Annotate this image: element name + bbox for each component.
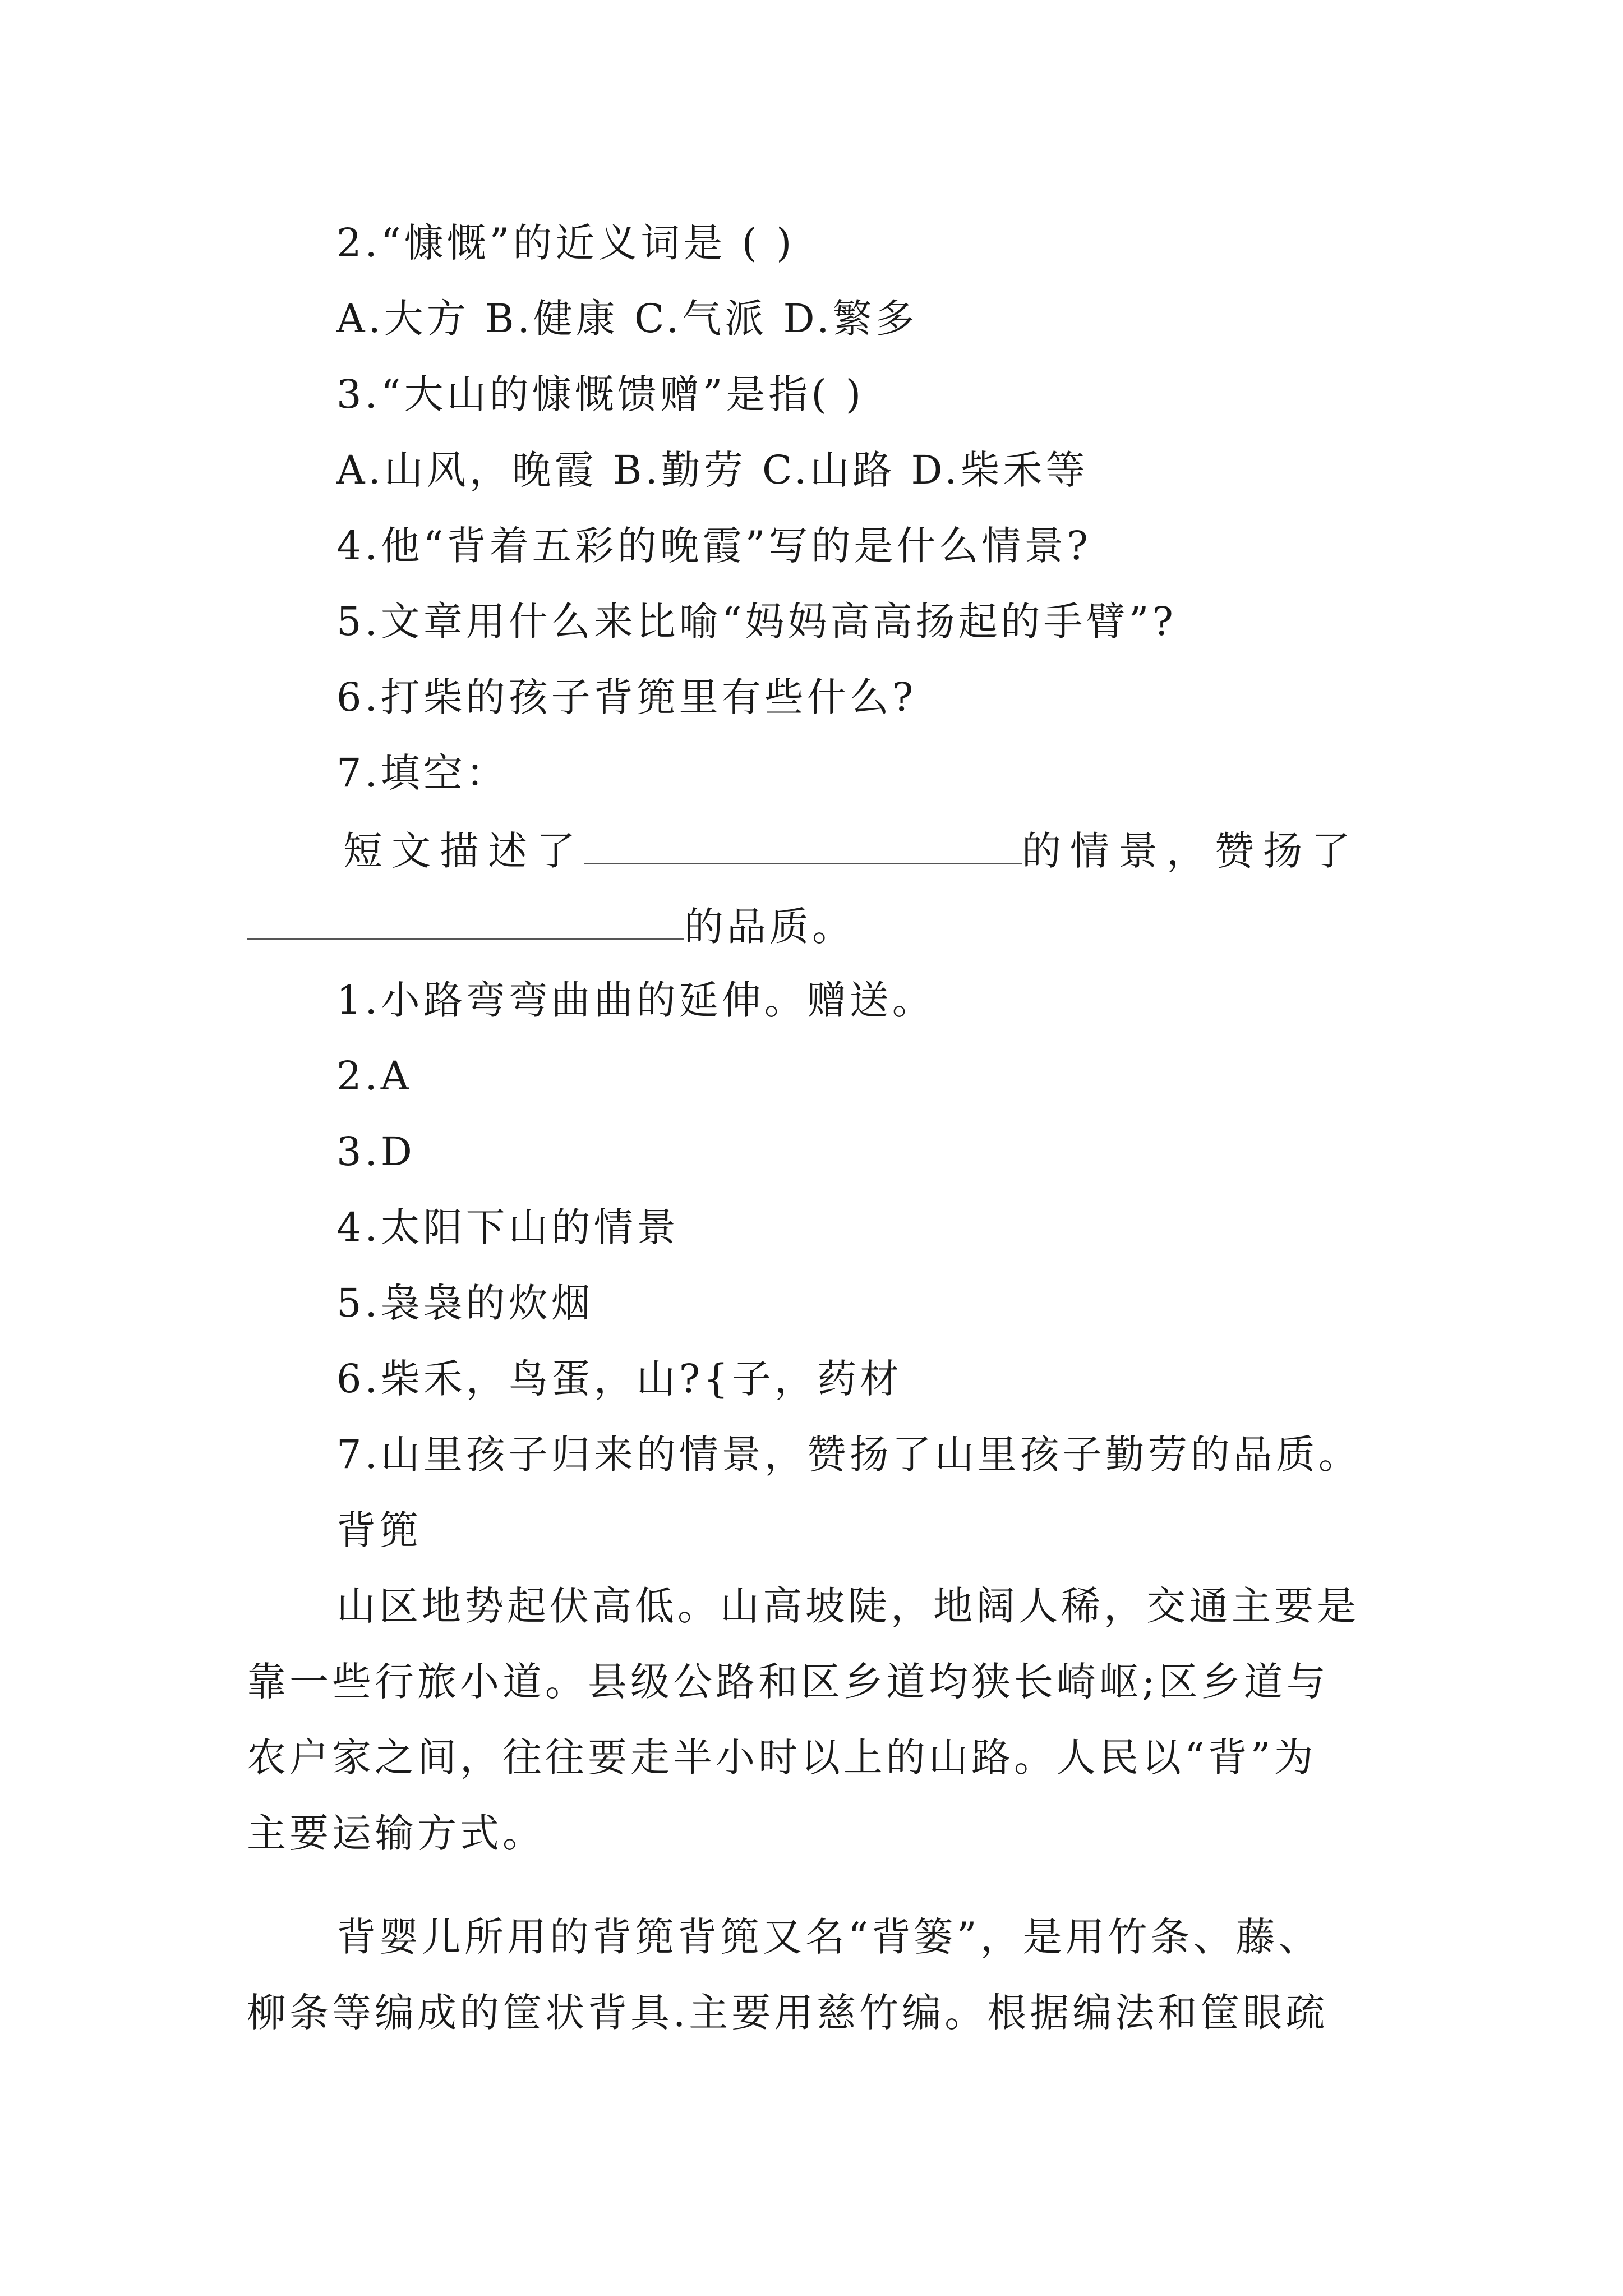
answer-5: 5.袅袅的炊烟 [336, 1280, 594, 1326]
answer-1: 1.小路弯弯曲曲的延伸。赠送。 [336, 977, 935, 1023]
question-3-options: A.山风，晚霞 B.勤劳 C.山路 D.柴禾等 [336, 447, 1089, 493]
fill-in-line-2 [247, 899, 855, 952]
question-2-options: A.大方 B.健康 C.气派 D.繁多 [336, 296, 918, 342]
question-6: 6.打柴的孩子背篼里有些什么? [336, 674, 917, 720]
question-5: 5.文章用什么来比喻“妈妈高高扬起的手臂”? [336, 599, 1177, 645]
fill-text-2: 的情景，赞扬了 [1022, 828, 1359, 874]
fill-in-line-1 [343, 823, 1359, 876]
question-3: 3.“大山的慷慨馈赠”是指( ) [336, 371, 865, 417]
article-paragraph-2-line-1: 背婴儿所用的背篼背篼又名“背篓”，是用竹条、藤、 [336, 1914, 1321, 1960]
answer-3: 3.D [336, 1129, 416, 1175]
question-4: 4.他“背着五彩的晚霞”写的是什么情景? [336, 523, 1091, 569]
answer-2: 2.A [336, 1053, 413, 1099]
article-paragraph-1-line-3: 农户家之间，往往要走半小时以上的山路。人民以“背”为 [247, 1734, 1317, 1780]
fill-text-1: 短文描述了 [343, 828, 584, 874]
fill-blank-2[interactable] [247, 899, 684, 940]
article-paragraph-2-line-2: 柳条等编成的筐状背具.主要用慈竹编。根据编法和筐眼疏 [247, 1990, 1329, 2036]
article-title: 背篼 [336, 1507, 422, 1553]
fill-blank-1[interactable] [584, 823, 1022, 864]
article-paragraph-1-line-1: 山区地势起伏高低。山高坡陡，地阔人稀，交通主要是 [336, 1583, 1359, 1629]
answer-7: 7.山里孩子归来的情景，赞扬了山里孩子勤劳的品质。 [336, 1432, 1361, 1478]
article-paragraph-1-line-2: 靠一些行旅小道。县级公路和区乡道均狭长崎岖;区乡道与 [247, 1659, 1329, 1705]
article-paragraph-1-line-4: 主要运输方式。 [247, 1810, 545, 1856]
question-7: 7.填空： [336, 750, 509, 796]
question-2: 2.“慷慨”的近义词是 ( ) [336, 220, 795, 266]
answer-6: 6.柴禾，鸟蛋，山?{子，药材 [336, 1356, 902, 1402]
fill-text-3: 的品质。 [684, 904, 855, 950]
answer-4: 4.太阳下山的情景 [336, 1204, 679, 1250]
